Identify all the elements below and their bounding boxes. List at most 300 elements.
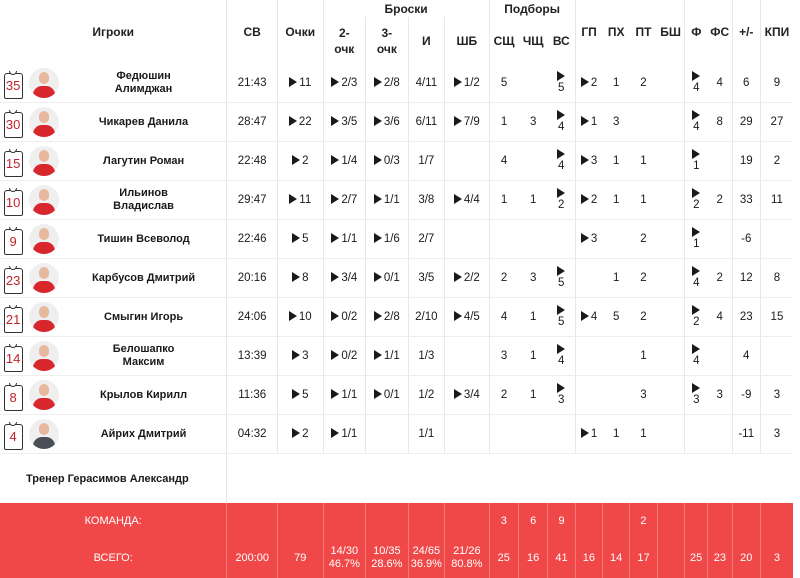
stat-ast: [575, 337, 602, 376]
player-photo-avatar[interactable]: [29, 302, 59, 332]
stat-pm-value: 23: [740, 311, 753, 323]
stat-eff: [760, 181, 793, 220]
stat-tov: [630, 64, 657, 103]
stat-ast: [575, 415, 602, 454]
play-triangle-icon[interactable]: [692, 383, 700, 393]
stat-pts-value: 5: [302, 233, 308, 245]
stat-tov-value: 3: [640, 389, 646, 401]
total-ft-value: 21/26: [453, 545, 481, 557]
header-stl[interactable]: ПХ: [603, 0, 630, 64]
stat-eff-value: 8: [774, 272, 780, 284]
stat-fg-value: 3/5: [418, 272, 434, 284]
player-row[interactable]: [0, 220, 793, 259]
stat-pts: [277, 103, 323, 142]
stat-pf-value: 4: [693, 82, 699, 94]
stat-fd: [708, 415, 732, 454]
stat-def: [489, 415, 518, 454]
stat-ast-value: 2: [591, 194, 597, 206]
play-triangle-icon[interactable]: [374, 77, 382, 87]
stat-min: [227, 64, 278, 103]
stat-tov: [630, 220, 657, 259]
stat-min-value: 21:43: [238, 77, 267, 89]
play-triangle-icon[interactable]: [374, 389, 382, 399]
stat-eff-value: 9: [774, 77, 780, 89]
player-photo-avatar[interactable]: [29, 419, 59, 449]
play-triangle-icon[interactable]: [692, 110, 700, 120]
play-triangle-icon[interactable]: [581, 116, 589, 126]
play-triangle-icon[interactable]: [692, 71, 700, 81]
stat-pm-value: 29: [740, 116, 753, 128]
stat-tov: [630, 415, 657, 454]
stat-off-value: 3: [530, 116, 536, 128]
stat-ft: [445, 376, 490, 415]
play-triangle-icon[interactable]: [331, 428, 339, 438]
stat-fg: [408, 259, 444, 298]
stat-blk: [657, 142, 684, 181]
play-triangle-icon[interactable]: [692, 266, 700, 276]
player-photo-avatar[interactable]: [29, 263, 59, 293]
stat-reb-value: 4: [558, 160, 564, 172]
stat-pf: [684, 220, 707, 259]
total-pf: 25: [684, 538, 707, 578]
stat-fg2-value: 0/2: [341, 311, 357, 323]
play-triangle-icon[interactable]: [557, 188, 565, 198]
stat-blk: [657, 259, 684, 298]
header-fd[interactable]: ФС: [708, 0, 732, 64]
stat-min: [227, 337, 278, 376]
stat-pm-value: 33: [740, 194, 753, 206]
stat-eff: [760, 415, 793, 454]
stat-pf: [684, 376, 707, 415]
stat-fg2-value: 1/1: [341, 233, 357, 245]
stat-reb-value: 5: [558, 82, 564, 94]
stat-stl: [603, 376, 630, 415]
header-reb[interactable]: ВС: [548, 17, 575, 64]
play-triangle-icon[interactable]: [289, 77, 297, 87]
header-rebounds-group: Подборы: [489, 0, 575, 17]
play-triangle-icon[interactable]: [692, 149, 700, 159]
header-tov[interactable]: ПТ: [630, 0, 657, 64]
stat-stl: [603, 142, 630, 181]
stat-pts: [277, 220, 323, 259]
stat-ast: [575, 376, 602, 415]
stat-fg3: [366, 259, 409, 298]
stat-fg: [408, 220, 444, 259]
stat-off: [518, 415, 547, 454]
player-name[interactable]: Чикарев Данила: [61, 116, 227, 129]
jersey-number-icon: 21: [4, 307, 23, 333]
player-name[interactable]: Тишин Всеволод: [61, 233, 227, 246]
stat-fg3-value: 1/1: [384, 350, 400, 362]
stat-off: [518, 298, 547, 337]
jersey-number-icon: 14: [4, 346, 23, 372]
play-triangle-icon[interactable]: [331, 155, 339, 165]
stat-eff: [760, 103, 793, 142]
stat-fg2: [323, 220, 366, 259]
play-triangle-icon[interactable]: [331, 77, 339, 87]
stat-min: [227, 181, 278, 220]
play-triangle-icon[interactable]: [581, 428, 589, 438]
player-name[interactable]: Карбусов Дмитрий: [61, 272, 227, 285]
player-row[interactable]: [0, 103, 793, 142]
play-triangle-icon[interactable]: [557, 383, 565, 393]
play-triangle-icon[interactable]: [331, 311, 339, 321]
player-row[interactable]: [0, 142, 793, 181]
play-triangle-icon[interactable]: [454, 311, 462, 321]
stat-pts: [277, 259, 323, 298]
header-fg3[interactable]: 3- очк: [366, 17, 409, 64]
play-triangle-icon[interactable]: [557, 305, 565, 315]
total-ft: [445, 538, 490, 578]
play-triangle-icon[interactable]: [374, 350, 382, 360]
stat-fg2-value: 2/7: [341, 194, 357, 206]
stat-min: [227, 259, 278, 298]
total-fd: 23: [708, 538, 732, 578]
stat-eff-value: 15: [771, 311, 784, 323]
stat-eff: [760, 220, 793, 259]
stat-fg: [408, 181, 444, 220]
play-triangle-icon[interactable]: [374, 311, 382, 321]
stat-fg3-value: 0/3: [384, 155, 400, 167]
stat-ft: [445, 415, 490, 454]
play-triangle-icon[interactable]: [692, 305, 700, 315]
stat-ast: [575, 259, 602, 298]
play-triangle-icon[interactable]: [292, 428, 300, 438]
stat-pf-value: 4: [693, 277, 699, 289]
play-triangle-icon[interactable]: [331, 194, 339, 204]
stat-def-value: 5: [501, 77, 507, 89]
stat-reb: [548, 181, 575, 220]
stat-eff: [760, 142, 793, 181]
stat-def: [489, 181, 518, 220]
stat-fg3: [366, 220, 409, 259]
stat-fg2: [323, 181, 366, 220]
player-photo-avatar[interactable]: [29, 146, 59, 176]
stat-ft-value: 7/9: [464, 116, 480, 128]
stat-fg: [408, 142, 444, 181]
stat-ft: [445, 337, 490, 376]
play-triangle-icon[interactable]: [581, 311, 589, 321]
stat-fg-value: 4/11: [416, 77, 438, 89]
play-triangle-icon[interactable]: [292, 272, 300, 282]
stat-min-value: 24:06: [238, 311, 267, 323]
stat-ast: [575, 64, 602, 103]
stat-pm-value: 12: [740, 272, 753, 284]
stat-tov-value: 2: [640, 311, 646, 323]
stat-tov: [630, 298, 657, 337]
stat-pm: [732, 298, 760, 337]
play-triangle-icon[interactable]: [454, 77, 462, 87]
header-ast[interactable]: ГП: [575, 0, 602, 64]
play-triangle-icon[interactable]: [557, 149, 565, 159]
player-name[interactable]: Ильинов Владислав: [61, 187, 227, 213]
play-triangle-icon[interactable]: [292, 350, 300, 360]
stat-stl-value: 1: [613, 155, 619, 167]
player-name[interactable]: Айрих Дмитрий: [61, 428, 227, 441]
play-triangle-icon[interactable]: [557, 344, 565, 354]
header-min[interactable]: СВ: [227, 0, 278, 64]
stat-eff-value: 3: [774, 389, 780, 401]
play-triangle-icon[interactable]: [581, 194, 589, 204]
stat-def-value: 1: [501, 194, 507, 206]
stat-ast-value: 1: [591, 428, 597, 440]
stat-fg2: [323, 337, 366, 376]
player-name[interactable]: Лагутин Роман: [61, 155, 227, 168]
stat-stl-value: 3: [613, 116, 619, 128]
header-def[interactable]: СЩ: [489, 17, 518, 64]
stat-fd: [708, 64, 732, 103]
stat-fg: [408, 337, 444, 376]
stat-eff: [760, 64, 793, 103]
header-pm[interactable]: +/-: [732, 0, 760, 64]
stat-def: [489, 142, 518, 181]
player-photo-avatar[interactable]: [29, 380, 59, 410]
stat-fg3: [366, 103, 409, 142]
stat-fg2: [323, 103, 366, 142]
stat-reb-value: 4: [558, 121, 564, 133]
team-row: [0, 503, 793, 538]
stat-stl: [603, 337, 630, 376]
player-photo-avatar[interactable]: [29, 185, 59, 215]
stat-fg-value: 3/8: [418, 194, 434, 206]
stat-blk: [657, 103, 684, 142]
stat-ast: [575, 220, 602, 259]
player-row[interactable]: [0, 376, 793, 415]
header-eff[interactable]: КПИ: [760, 0, 793, 64]
coach-row: [0, 454, 793, 504]
player-photo-avatar[interactable]: [29, 107, 59, 137]
player-photo-avatar[interactable]: [29, 224, 59, 254]
stat-blk: [657, 64, 684, 103]
play-triangle-icon[interactable]: [454, 272, 462, 282]
player-photo-avatar[interactable]: [29, 68, 59, 98]
stat-ft: [445, 259, 490, 298]
player-name[interactable]: Крылов Кирилл: [61, 389, 227, 402]
stat-ft-value: 4/4: [464, 194, 480, 206]
play-triangle-icon[interactable]: [581, 155, 589, 165]
stat-reb: [548, 415, 575, 454]
stat-stl-value: 1: [613, 194, 619, 206]
header-off[interactable]: ЧЩ: [518, 17, 547, 64]
stat-tov-value: 1: [640, 155, 646, 167]
play-triangle-icon[interactable]: [454, 116, 462, 126]
play-triangle-icon[interactable]: [581, 77, 589, 87]
stat-fd-value: 2: [716, 194, 722, 206]
stat-def: [489, 376, 518, 415]
play-triangle-icon[interactable]: [557, 71, 565, 81]
stat-blk: [657, 181, 684, 220]
stat-off: [518, 337, 547, 376]
total-ast: 16: [575, 538, 602, 578]
stat-pf-value: 2: [693, 316, 699, 328]
header-pts[interactable]: Очки: [277, 0, 323, 64]
play-triangle-icon[interactable]: [289, 311, 297, 321]
stat-reb-value: 5: [558, 316, 564, 328]
total-blk: [657, 538, 684, 578]
play-triangle-icon[interactable]: [374, 233, 382, 243]
stat-ft: [445, 142, 490, 181]
stat-def: [489, 64, 518, 103]
stat-ft: [445, 181, 490, 220]
stat-pm: [732, 376, 760, 415]
jersey-number-icon: 10: [4, 190, 23, 216]
stat-min: [227, 142, 278, 181]
stat-fg: [408, 376, 444, 415]
stat-off: [518, 64, 547, 103]
total-fg2-pct: 46.7%: [329, 558, 360, 570]
total-fg3-pct: 28.6%: [371, 558, 402, 570]
play-triangle-icon[interactable]: [374, 116, 382, 126]
player-row[interactable]: [0, 337, 793, 376]
play-triangle-icon[interactable]: [331, 350, 339, 360]
play-triangle-icon[interactable]: [292, 389, 300, 399]
stat-pts-value: 10: [299, 311, 312, 323]
stat-def-value: 2: [501, 389, 507, 401]
stat-pts: [277, 415, 323, 454]
total-fg2-value: 14/30: [331, 545, 359, 557]
play-triangle-icon[interactable]: [581, 233, 589, 243]
stat-tov-value: 2: [640, 233, 646, 245]
stat-tov: [630, 142, 657, 181]
stat-ast-value: 3: [591, 233, 597, 245]
play-triangle-icon[interactable]: [331, 389, 339, 399]
stat-ft: [445, 103, 490, 142]
player-name[interactable]: Белошапко Максим: [61, 343, 227, 369]
stat-fd: [708, 298, 732, 337]
header-ft[interactable]: ШБ: [445, 17, 490, 64]
play-triangle-icon[interactable]: [289, 194, 297, 204]
stat-min-value: 28:47: [238, 116, 267, 128]
stat-off: [518, 103, 547, 142]
player-photo-avatar[interactable]: [29, 341, 59, 371]
stat-off-value: 1: [530, 194, 536, 206]
stat-pts-value: 22: [299, 116, 312, 128]
player-row[interactable]: [0, 298, 793, 337]
stat-def: [489, 337, 518, 376]
play-triangle-icon[interactable]: [292, 155, 300, 165]
total-pts: 79: [277, 538, 323, 578]
play-triangle-icon[interactable]: [331, 116, 339, 126]
stat-pm: [732, 415, 760, 454]
player-row[interactable]: [0, 259, 793, 298]
stat-pm: [732, 181, 760, 220]
stat-tov-value: 1: [640, 194, 646, 206]
stat-pts-value: 5: [302, 389, 308, 401]
stat-ast-value: 2: [591, 77, 597, 89]
header-fg2[interactable]: 2- очк: [323, 17, 366, 64]
stat-fg2-value: 0/2: [341, 350, 357, 362]
stat-fg2-value: 3/5: [341, 116, 357, 128]
stat-pts-value: 2: [302, 428, 308, 440]
stat-pts: [277, 142, 323, 181]
stat-fg3-value: 0/1: [384, 272, 400, 284]
team-off: 6: [518, 503, 547, 538]
jersey-number-icon: 9: [4, 229, 23, 255]
play-triangle-icon[interactable]: [374, 272, 382, 282]
play-triangle-icon[interactable]: [692, 188, 700, 198]
player-row[interactable]: [0, 64, 793, 103]
stat-reb-value: 5: [558, 277, 564, 289]
stat-def: [489, 298, 518, 337]
play-triangle-icon[interactable]: [374, 194, 382, 204]
stat-pf-value: 3: [693, 394, 699, 406]
play-triangle-icon[interactable]: [692, 227, 700, 237]
header-players[interactable]: Игроки: [0, 0, 227, 64]
stat-ft: [445, 220, 490, 259]
total-eff: 3: [760, 538, 793, 578]
play-triangle-icon[interactable]: [454, 194, 462, 204]
team-reb: 9: [548, 503, 575, 538]
total-tov: 17: [630, 538, 657, 578]
stat-fd: [708, 259, 732, 298]
stat-fd: [708, 337, 732, 376]
player-row[interactable]: [0, 181, 793, 220]
total-min: 200:00: [227, 538, 278, 578]
stat-ast: [575, 142, 602, 181]
header-pf[interactable]: Ф: [684, 0, 707, 64]
total-fg: [408, 538, 444, 578]
stat-fg3: [366, 64, 409, 103]
stat-min-value: 22:46: [238, 233, 267, 245]
stat-pm-value: 6: [743, 77, 749, 89]
stat-pf-value: 4: [693, 355, 699, 367]
play-triangle-icon[interactable]: [374, 155, 382, 165]
stat-pf-value: 2: [693, 199, 699, 211]
stat-eff-value: 27: [771, 116, 784, 128]
stat-fg-value: 2/10: [415, 311, 437, 323]
player-name[interactable]: Федюшин Алимджан: [61, 70, 227, 96]
stat-stl-value: 1: [613, 77, 619, 89]
total-reb: 41: [548, 538, 575, 578]
play-triangle-icon[interactable]: [557, 266, 565, 276]
stat-fd: [708, 220, 732, 259]
play-triangle-icon[interactable]: [292, 233, 300, 243]
play-triangle-icon[interactable]: [692, 344, 700, 354]
stat-eff: [760, 376, 793, 415]
stat-reb: [548, 298, 575, 337]
stat-pm-value: -11: [738, 428, 754, 440]
stat-ast-value: 1: [591, 116, 597, 128]
header-blk[interactable]: БШ: [657, 0, 684, 64]
stat-off: [518, 181, 547, 220]
header-shots-group: Броски: [323, 0, 489, 17]
jersey-number-icon: 30: [4, 112, 23, 138]
play-triangle-icon[interactable]: [289, 116, 297, 126]
stat-reb: [548, 220, 575, 259]
stat-fg3: [366, 376, 409, 415]
stat-fg3: [366, 415, 409, 454]
stat-off-value: 1: [530, 350, 536, 362]
total-fg3-value: 10/35: [373, 545, 401, 557]
play-triangle-icon[interactable]: [454, 389, 462, 399]
stat-fg3-value: 2/8: [384, 77, 400, 89]
stat-fg3: [366, 337, 409, 376]
player-name[interactable]: Смыгин Игорь: [61, 311, 227, 324]
total-ft-pct: 80.8%: [451, 558, 482, 570]
play-triangle-icon[interactable]: [331, 272, 339, 282]
header-fg-total[interactable]: И: [408, 17, 444, 64]
play-triangle-icon[interactable]: [557, 110, 565, 120]
total-def: 25: [489, 538, 518, 578]
stat-fg: [408, 103, 444, 142]
stat-blk: [657, 220, 684, 259]
stat-fg3-value: 1/6: [384, 233, 400, 245]
stat-fg-value: 1/2: [418, 389, 434, 401]
play-triangle-icon[interactable]: [331, 233, 339, 243]
player-row[interactable]: [0, 415, 793, 454]
stat-reb: [548, 337, 575, 376]
stat-stl: [603, 64, 630, 103]
